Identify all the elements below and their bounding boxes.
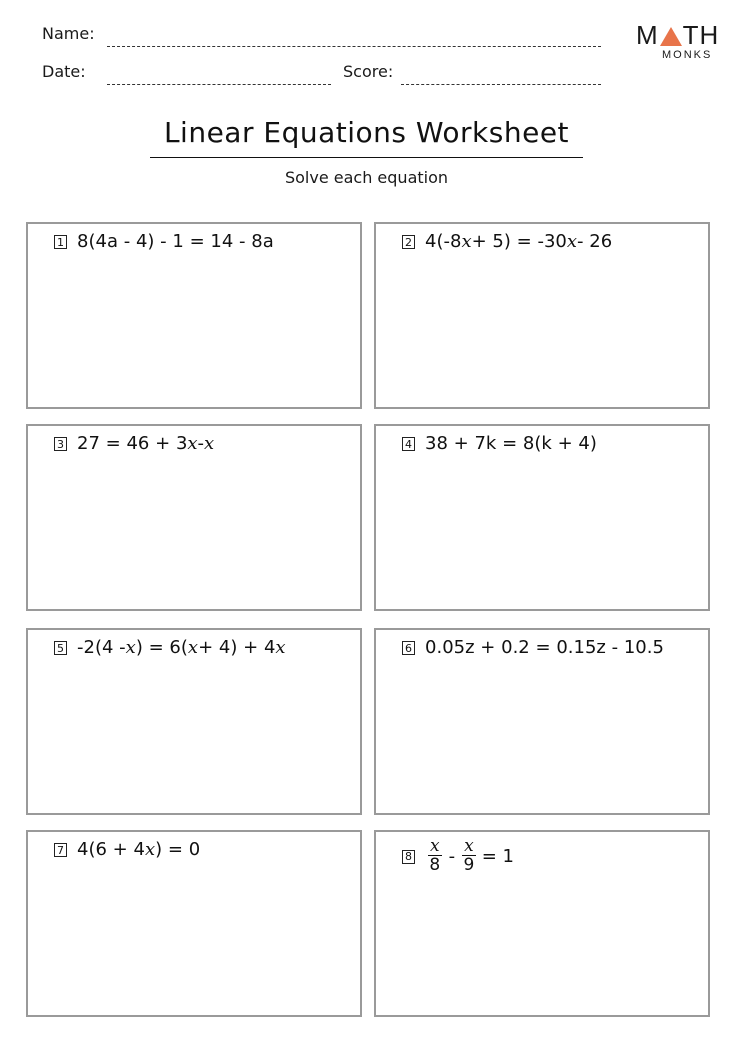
fraction-2 xyxy=(462,838,476,874)
problem-box-5[interactable] xyxy=(26,628,362,815)
title-underline xyxy=(150,157,583,158)
problem-6 xyxy=(402,637,664,658)
logo-wordmark xyxy=(636,22,719,48)
problem-number-badge: 3 xyxy=(54,437,67,451)
logo-letters-th: TH xyxy=(682,20,720,50)
problem-number-badge: 5 xyxy=(54,641,67,655)
problem-number-badge: 6 xyxy=(402,641,415,655)
minus-sign: - xyxy=(448,845,456,867)
problem-4 xyxy=(402,433,597,454)
fraction-2-numerator: x xyxy=(464,836,474,856)
logo-subtext: MONKS xyxy=(662,49,713,61)
problem-1 xyxy=(54,231,274,252)
equation-fraction xyxy=(425,838,514,874)
problem-7 xyxy=(54,839,200,860)
worksheet-title: Linear Equations Worksheet xyxy=(163,116,570,149)
problem-box-1[interactable] xyxy=(26,222,362,409)
problem-number-badge: 2 xyxy=(402,235,415,249)
date-field[interactable] xyxy=(107,84,331,85)
problem-8 xyxy=(402,838,514,874)
problem-box-4[interactable] xyxy=(374,424,710,611)
equation: 4(-8 x + 5) = -30 x - 26 xyxy=(425,231,613,252)
problem-number-badge: 8 xyxy=(402,850,415,864)
logo-letter-m: M xyxy=(636,20,659,50)
problem-box-6[interactable] xyxy=(374,628,710,815)
equation: 8(4a - 4) - 1 = 14 - 8a xyxy=(77,231,274,252)
equation: 38 + 7k = 8(k + 4) xyxy=(425,433,597,454)
name-field[interactable] xyxy=(107,46,601,47)
problem-number-badge: 7 xyxy=(54,843,67,857)
triangle-icon xyxy=(660,27,682,46)
equation: -2(4 - x ) = 6( x + 4) + 4 x xyxy=(77,637,286,658)
problem-5 xyxy=(54,637,286,658)
problem-box-2[interactable] xyxy=(374,222,710,409)
name-label: Name: xyxy=(42,24,95,43)
problem-number-badge: 4 xyxy=(402,437,415,451)
problem-2 xyxy=(402,231,612,252)
equation: 27 = 46 + 3 x - x xyxy=(77,433,215,454)
equation: 0.05z + 0.2 = 0.15z - 10.5 xyxy=(425,637,664,658)
problem-box-3[interactable] xyxy=(26,424,362,611)
fraction-1 xyxy=(428,838,442,874)
problem-box-8[interactable] xyxy=(374,830,710,1017)
math-monks-logo xyxy=(636,22,720,62)
score-field[interactable] xyxy=(401,84,601,85)
fraction-1-denominator: 8 xyxy=(429,855,441,875)
instructions: Solve each equation xyxy=(284,168,449,187)
fraction-1-numerator: x xyxy=(430,836,440,856)
equation: 4(6 + 4 x ) = 0 xyxy=(77,839,201,860)
problem-3 xyxy=(54,433,214,454)
problem-number-badge: 1 xyxy=(54,235,67,249)
fraction-2-denominator: 9 xyxy=(463,855,475,875)
problem-box-7[interactable] xyxy=(26,830,362,1017)
equation-rhs: = 1 xyxy=(481,845,514,867)
date-label: Date: xyxy=(42,62,86,81)
score-label: Score: xyxy=(343,62,394,81)
